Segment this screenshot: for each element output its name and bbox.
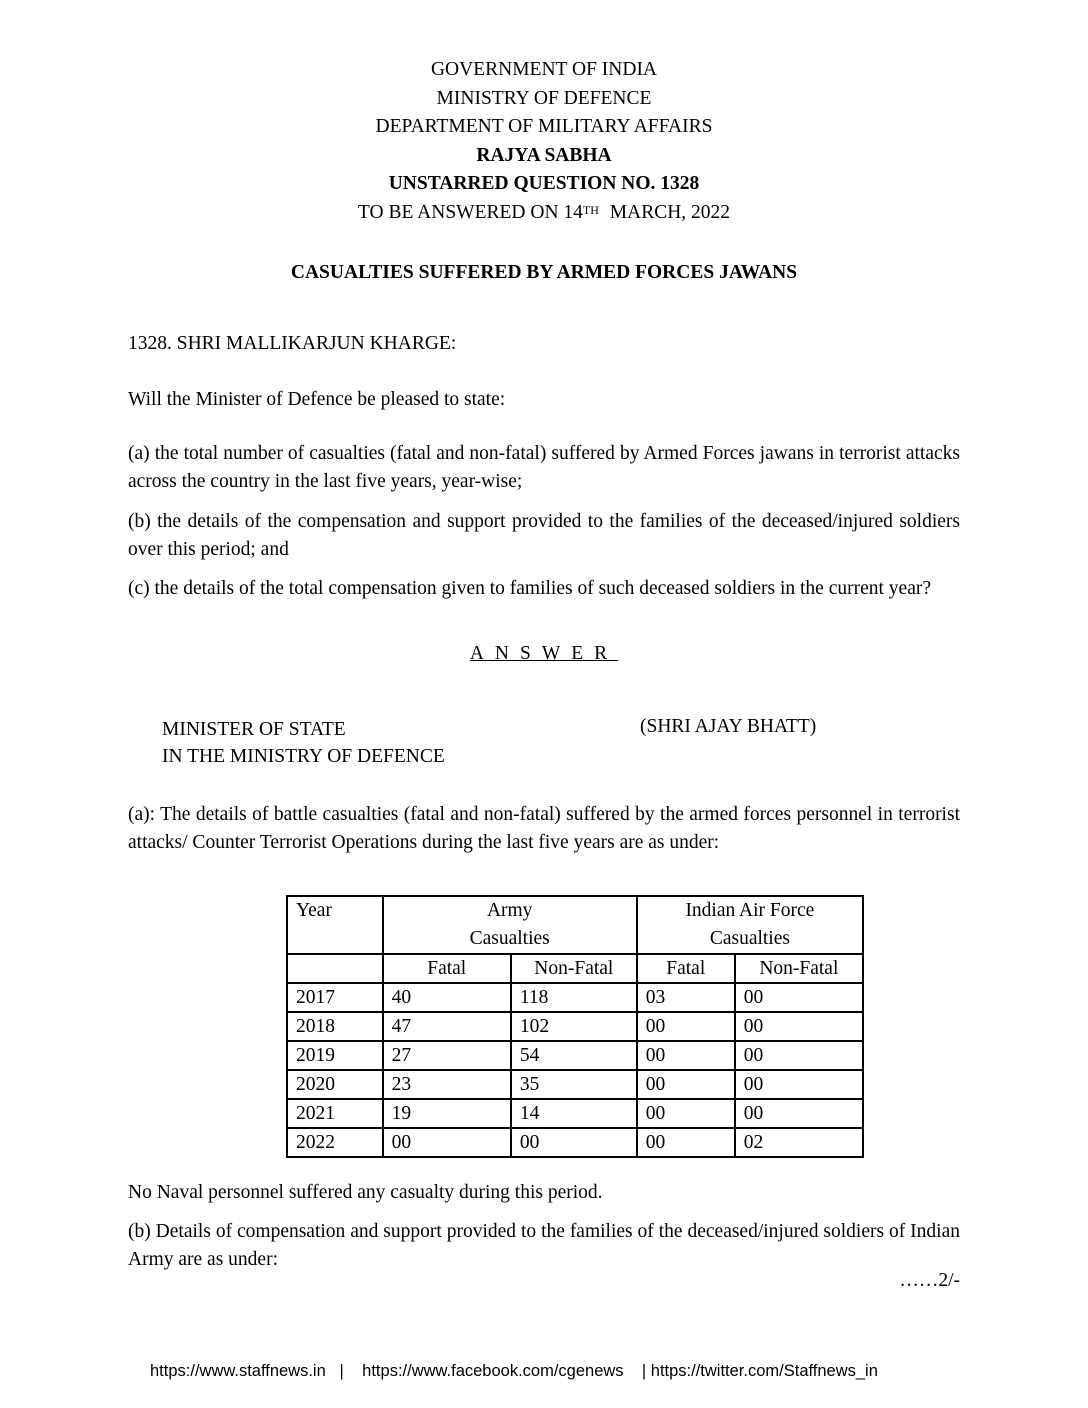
army-fatal-header: Fatal bbox=[383, 954, 511, 983]
footer-link-facebook[interactable]: https://www.facebook.com/cgenews bbox=[362, 1362, 624, 1380]
iaf-fatal-header: Fatal bbox=[637, 954, 735, 983]
cell-iaf-nonfatal: 00 bbox=[735, 1099, 863, 1128]
question-part-a: (a) the total number of casualties (fatal and non-fatal) suffered by Armed Forces jawans in terrorist attacks across the country in the last five years, year-wise; bbox=[128, 443, 960, 492]
answer-date-ordinal: TH bbox=[582, 202, 599, 217]
cell-year: 2019 bbox=[287, 1041, 383, 1070]
cell-iaf-fatal: 00 bbox=[637, 1070, 735, 1099]
cell-army-fatal: 00 bbox=[383, 1128, 511, 1157]
table-row bbox=[287, 1099, 863, 1128]
cell-iaf-fatal: 00 bbox=[637, 1128, 735, 1157]
army-nonfatal-header: Non-Fatal bbox=[511, 954, 637, 983]
cell-year: 2021 bbox=[287, 1099, 383, 1128]
question-part-c: (c) the details of the total compensation given to families of such deceased soldiers in the current year? bbox=[128, 578, 932, 599]
iaf-header bbox=[637, 896, 863, 954]
cell-army-fatal: 27 bbox=[383, 1041, 511, 1070]
cell-army-fatal: 23 bbox=[383, 1070, 511, 1099]
table-row bbox=[287, 1041, 863, 1070]
casualties-table bbox=[286, 895, 864, 1158]
naval-note: No Naval personnel suffered any casualty during this period. bbox=[128, 1182, 603, 1203]
footer-separator: | bbox=[623, 1362, 651, 1380]
army-header bbox=[383, 896, 637, 954]
minister-line-2: IN THE MINISTRY OF DEFENCE bbox=[162, 746, 445, 767]
table-row bbox=[287, 983, 863, 1012]
table-subheader-row bbox=[287, 954, 863, 983]
answer-heading: ANSWER bbox=[469, 643, 619, 664]
document-header bbox=[0, 56, 1088, 227]
cell-year: 2020 bbox=[287, 1070, 383, 1099]
cell-army-nonfatal: 35 bbox=[511, 1070, 637, 1099]
header-department: DEPARTMENT OF MILITARY AFFAIRS bbox=[375, 116, 713, 137]
cell-iaf-nonfatal: 00 bbox=[735, 1012, 863, 1041]
table-row bbox=[287, 1012, 863, 1041]
cell-army-nonfatal: 00 bbox=[511, 1128, 637, 1157]
cell-iaf-fatal: 00 bbox=[637, 1099, 735, 1128]
cell-army-nonfatal: 118 bbox=[511, 983, 637, 1012]
iaf-header-line-2: Casualties bbox=[709, 928, 790, 949]
table-row bbox=[287, 1070, 863, 1099]
cell-army-nonfatal: 54 bbox=[511, 1041, 637, 1070]
cell-iaf-nonfatal: 02 bbox=[735, 1128, 863, 1157]
cell-army-nonfatal: 102 bbox=[511, 1012, 637, 1041]
header-answer-date bbox=[0, 199, 1088, 228]
cell-army-fatal: 19 bbox=[383, 1099, 511, 1128]
table-header-row bbox=[287, 896, 863, 954]
cell-year: 2017 bbox=[287, 983, 383, 1012]
cell-iaf-nonfatal: 00 bbox=[735, 1041, 863, 1070]
minister-line-1: MINISTER OF STATE bbox=[162, 719, 346, 740]
cell-iaf-nonfatal: 00 bbox=[735, 983, 863, 1012]
answer-date-prefix: TO BE ANSWERED ON 14 bbox=[357, 201, 583, 223]
question-part-b: (b) the details of the compensation and support provided to the families of the deceased/injured soldiers over this period; and bbox=[128, 511, 960, 560]
cell-year: 2018 bbox=[287, 1012, 383, 1041]
army-header-line-1: Army bbox=[486, 900, 533, 921]
cell-iaf-fatal: 03 bbox=[637, 983, 735, 1012]
question-intro: Will the Minister of Defence be pleased to state: bbox=[128, 389, 506, 410]
table-row bbox=[287, 1128, 863, 1157]
army-header-line-2: Casualties bbox=[469, 928, 550, 949]
header-government: GOVERNMENT OF INDIA bbox=[430, 59, 658, 80]
cell-iaf-fatal: 00 bbox=[637, 1041, 735, 1070]
cell-iaf-nonfatal: 00 bbox=[735, 1070, 863, 1099]
footer-link-website[interactable]: https://www.staffnews.in bbox=[150, 1362, 326, 1380]
year-header: Year bbox=[287, 896, 383, 954]
header-question-number: UNSTARRED QUESTION NO. 1328 bbox=[388, 173, 700, 194]
question-asker: 1328. SHRI MALLIKARJUN KHARGE: bbox=[128, 333, 457, 354]
header-ministry: MINISTRY OF DEFENCE bbox=[436, 87, 652, 109]
footer-links bbox=[150, 1362, 878, 1381]
cell-iaf-fatal: 00 bbox=[637, 1012, 735, 1041]
iaf-header-line-1: Indian Air Force bbox=[685, 900, 815, 921]
iaf-nonfatal-header: Non-Fatal bbox=[735, 954, 863, 983]
answer-part-b-intro: (b) Details of compensation and support provided to the families of the deceased/injured soldiers of Indian Army are as under: bbox=[128, 1221, 960, 1270]
minister-name: (SHRI AJAY BHATT) bbox=[640, 716, 817, 737]
footer-link-twitter[interactable]: https://twitter.com/Staffnews_in bbox=[650, 1362, 878, 1380]
cell-army-nonfatal: 14 bbox=[511, 1099, 637, 1128]
minister-designation bbox=[162, 716, 445, 770]
cell-army-fatal: 40 bbox=[383, 983, 511, 1012]
footer-separator: | bbox=[325, 1362, 363, 1380]
cell-year: 2022 bbox=[287, 1128, 383, 1157]
answer-part-a-intro: (a): The details of battle casualties (fatal and non-fatal) suffered by the armed forces personnel in terrorist attacks/ Counter Terrorist Operations during the last five years are as under: bbox=[128, 804, 960, 853]
continued-marker: ……2/- bbox=[899, 1270, 960, 1291]
empty-subheader bbox=[287, 954, 383, 983]
header-house: RAJYA SABHA bbox=[476, 144, 612, 166]
cell-army-fatal: 47 bbox=[383, 1012, 511, 1041]
subject-title: CASUALTIES SUFFERED BY ARMED FORCES JAWANS bbox=[290, 262, 798, 283]
answer-date-suffix: MARCH, 2022 bbox=[609, 201, 731, 223]
